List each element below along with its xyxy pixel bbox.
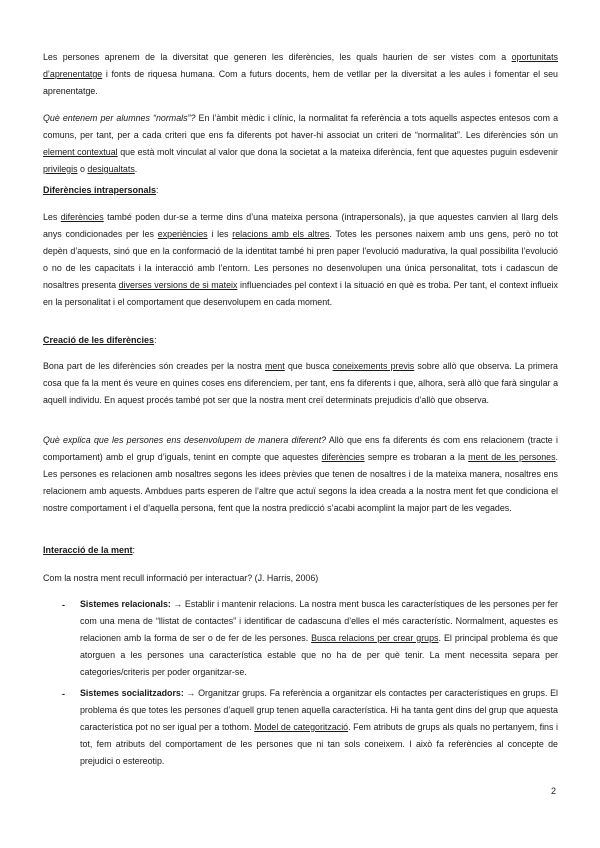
text-run: també poden dur-se a terme dins d’una mateixa persona (intrapersonals), ja que aquestes canvien al llarg dels anys condicionades per les <box>43 212 558 239</box>
text-run: . El principal problema és que atorguen a les persones una característica estable que no ha de per què tenir. La ment necessita separa per categories/criteris per poder organitzar-se. <box>80 632 558 677</box>
text-run: Les persones aprenem de la diversitat que generen les diferències, les quals haurien de ser vistes com a <box>43 52 512 62</box>
text-run: i les <box>207 228 233 239</box>
text-run: . Totes les persones naixem amb uns gens, però no tot depèn d’aquests, sinó que en la conformació de la identitat també hi pren paper l’evolució madurativa, la qual possibilita l’evolució o no de les capacitats i la interacció amb l’entorn. Les persones no desenvolupen una única personalitat, tots i cadascun de nosaltres presenta <box>43 228 558 290</box>
paragraph-normal-students <box>43 110 558 178</box>
underlined-term: diferències <box>60 212 104 222</box>
text-run: influenciades pel context i la situació en què es troba. Per tant, el context influeix en la personalitat i el comportament que desenvolupem en cada moment. <box>43 279 558 307</box>
underlined-term: diverses versions de si mateix <box>118 279 238 290</box>
paragraph-development <box>43 432 558 517</box>
text-run: En l’àmbit mèdic i clínic, la normalitat fa referència a tots aquells aspectes entesos com a comuns, per tant, per a cada criteri que ens fa diferents pot haver-hi associat un criteri de “normalitat”. Les diferències són un <box>43 113 558 140</box>
underlined-term: ment <box>264 361 285 371</box>
italic-question: Què entenem per alumnes “normals”? <box>43 113 196 123</box>
underlined-term: experiències <box>157 228 208 239</box>
underlined-term: diferències <box>321 451 365 462</box>
underlined-term: privilegis <box>43 163 78 174</box>
section-heading-intrapersonal <box>43 182 159 198</box>
bullet-relational-systems <box>80 596 558 681</box>
text-run: que busca <box>284 361 333 371</box>
text-run: . Les persones es relacionen amb nosaltres segons les idees prèvies que tenen de nosaltres i de la mateixa manera, nosaltres ens relacionem amb aquests. Ambdues parts esperen de l’altre que actuï segons la idea creada a la nostra ment fet que condiciona el nostre comportament i el d’aquella persona, fent que la nostra predicció s’acabi acomplint la major part de les vegades. <box>43 451 558 513</box>
underlined-term: desigualtats <box>87 163 135 174</box>
heading-colon: : <box>154 335 157 345</box>
heading-colon: : <box>132 545 136 555</box>
underlined-term: Model de categorització <box>254 721 349 732</box>
heading-text: Interacció de la ment <box>43 545 133 555</box>
underlined-term: coneixements previs <box>332 361 415 371</box>
text-run: . Fem atributs de grups als quals no pertanyem, fins i tot, fem atributs del comportament de les persones que ni tan sols coneixem. I això fa referències al concepte de prejudici o estereotip. <box>80 721 558 766</box>
bullet-marker: - <box>62 600 65 610</box>
text-run: → Organitzar grups. Fa referència a organitzar els contactes per característiques en grups. El problema és que totes les persones d’aquell grup tenen aquella característica. Hi ha tanta gent dins del grup que aquesta característica pot no ser igual per a tothom. <box>80 688 559 732</box>
underlined-term: ment de les persones <box>468 451 556 462</box>
section-heading-creation <box>43 332 157 348</box>
paragraph-harris-question: Com la nostra ment recull informació per interactuar? (J. Harris, 2006) <box>43 573 319 583</box>
heading-text: Diferències intrapersonals <box>43 185 157 195</box>
text-run: sobre allò que observa. La primera cosa que fa la ment és veure en quines coses ens diferenciem, per tant, ens fa diferents i que, alhora, serà allò que farà singular a aquell individu. En aquest procés també pot ser que la nostra ment creï determinats prejudicis d’allò que observa. <box>43 361 558 405</box>
text-run: Allò que ens fa diferents és com ens relacionem (tracte i comportament) amb el grup d’iguals, tenint en compte que aquestes <box>43 435 558 462</box>
text-run: → Establir i mantenir relacions. La nostra ment busca les característiques de les persones per fer com una mena de “llistat de contactes” i identificar de cadascuna d’elles el més característic. Normalment, aquestes es relacionen amb la forma de ser o de fer de les persones. <box>80 599 558 643</box>
section-heading-mind-interaction <box>43 542 135 558</box>
heading-colon: : <box>156 185 159 195</box>
text-run: Les <box>43 212 61 222</box>
underlined-term: Busca relacions per crear grups <box>311 632 439 643</box>
text-run: o <box>77 163 88 174</box>
paragraph-intrapersonal <box>43 209 558 310</box>
bullet-socializing-systems <box>80 685 558 770</box>
text-run: i fonts de riquesa humana. Com a futurs docents, hem de vetllar per la diversitat a les aules i fomentar el seu aprenentatge. <box>43 68 558 96</box>
italic-question: Què explica que les persones ens desenvolupem de manera diferent? <box>43 435 327 445</box>
underlined-term: element contextual <box>43 146 118 157</box>
heading-text: Creació de les diferències <box>43 335 155 345</box>
text-run: sempre es trobaran a la <box>364 451 469 462</box>
text-run: que està molt vinculat al valor que dona la societat a la mateixa diferència, fent que aquestes puguin esdevenir <box>117 146 559 157</box>
text-run: Bona part de les diferències són creades per la nostra <box>43 361 265 371</box>
bullet-term: Sistemes socialitzadors: <box>80 688 184 698</box>
page-number: 2 <box>550 786 556 796</box>
paragraph-diversity-intro <box>43 49 558 100</box>
text-run: . <box>134 163 138 174</box>
underlined-term: relacions amb els altres <box>232 228 330 239</box>
underlined-term: oportunitats d’aprenentatge <box>43 52 558 79</box>
bullet-term: Sistemes relacionals: <box>80 599 171 609</box>
paragraph-creation <box>43 358 558 409</box>
bullet-marker: - <box>62 689 65 699</box>
